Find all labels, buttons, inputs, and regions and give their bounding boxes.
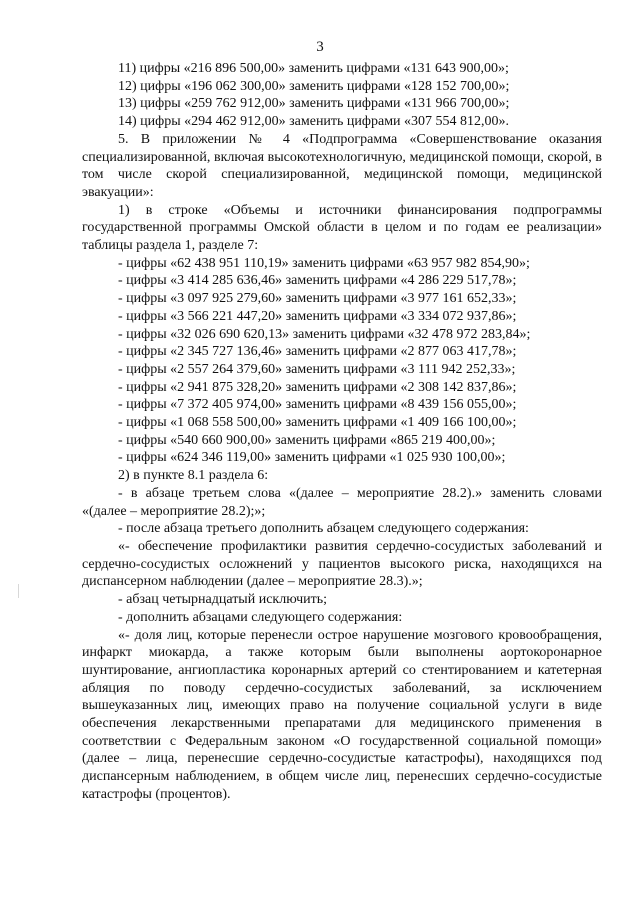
insert-after-paragraph-three: - после абзаца третьего дополнить абзацем следующего содержания: xyxy=(118,521,529,537)
amendment-item-12: 12) цифры «196 062 300,00» заменить цифрами «128 152 700,00»; xyxy=(118,78,510,94)
amendment-item-14: 14) цифры «294 462 912,00» заменить цифрами «307 554 812,00». xyxy=(118,114,510,130)
paragraph-three-words-replacement: - в абзаце третьем слова «(далее – мероприятие 28.2).» заменить словами «(далее – мероприятие 28.2);»; xyxy=(82,485,602,519)
section-5-paragraph: 5. В приложении № 4 «Подпрограмма «Совершенствование оказания специализированной, включая высокотехнологичную, медицинской помощи, скорой, в том числе скорой специализированной, медицинской помощи, медицинской эвакуации»: xyxy=(82,131,602,200)
figures-line-12: - цифры «624 346 119,00» заменить цифрами «1 025 930 100,00»; xyxy=(118,450,506,466)
figures-line-9: - цифры «7 372 405 974,00» заменить цифрами «8 439 156 055,00»; xyxy=(118,397,517,413)
measure-28-3-text: «- обеспечение профилактики развития сердечно-сосудистых заболеваний и сердечно-сосудистых осложнений у пациентов высокого риска, находящихся на диспансерном наблюдении (далее – мероприятие 28.3).»; xyxy=(82,538,602,590)
document-body xyxy=(82,60,602,804)
figures-line-3: - цифры «3 097 925 279,60» заменить цифрами «3 977 161 652,33»; xyxy=(118,291,517,307)
figures-line-8: - цифры «2 941 875 328,20» заменить цифрами «2 308 142 837,86»; xyxy=(118,379,517,395)
amendment-item-13: 13) цифры «259 762 912,00» заменить цифрами «131 966 700,00»; xyxy=(118,96,510,112)
figures-line-6: - цифры «2 345 727 136,46» заменить цифрами «2 877 063 417,78»; xyxy=(118,344,517,360)
subsection-1-paragraph: 1) в строке «Объемы и источники финансирования подпрограммы государственной программы Омской области в целом и по годам ее реализации» таблицы раздела 1, разделе 7: xyxy=(82,202,602,254)
figures-line-4: - цифры «3 566 221 447,20» заменить цифрами «3 334 072 937,86»; xyxy=(118,308,517,324)
subsection-2-heading: 2) в пункте 8.1 раздела 6: xyxy=(118,468,269,484)
amendment-item-11: 11) цифры «216 896 500,00» заменить цифрами «131 643 900,00»; xyxy=(118,61,509,76)
margin-mark xyxy=(18,584,19,598)
figures-line-5: - цифры «32 026 690 620,13» заменить цифрами «32 478 972 283,84»; xyxy=(118,326,531,342)
figures-line-11: - цифры «540 660 900,00» заменить цифрами «865 219 400,00»; xyxy=(118,432,496,448)
figures-line-7: - цифры «2 557 264 379,60» заменить цифрами «3 111 942 252,33»; xyxy=(118,361,516,377)
figures-line-2: - цифры «3 414 285 636,46» заменить цифрами «4 286 229 517,78»; xyxy=(118,273,517,289)
figures-line-10: - цифры «1 068 558 500,00» заменить цифрами «1 409 166 100,00»; xyxy=(118,415,517,431)
figures-line-1: - цифры «62 438 951 110,19» заменить цифрами «63 957 982 854,90»; xyxy=(118,255,530,271)
page-number: 3 xyxy=(316,39,324,55)
share-of-persons-text: «- доля лиц, которые перенесли острое нарушение мозгового кровообращения, инфаркт миокарда, а также которым были выполнены аортокоронарное шунтирование, ангиопластика коронарных артерий со стентированием и катетерная абляция по поводу сердечно-сосудистых заболеваний, за исключением вышеуказанных лиц, имеющих право на получение социальной услуги в виде обеспечения лекарственными препаратами для медицинского применения в соответствии с Федеральным законом «О государственной социальной помощи» (далее – лица, перенесшие сердечно-сосудистые катастрофы), находящихся под диспансерным наблюдением, в общем числе лиц, перенесших сердечно-сосудистые катастрофы (процентов). xyxy=(82,627,602,802)
add-paragraphs-heading: - дополнить абзацами следующего содержания: xyxy=(118,609,403,625)
delete-paragraph-fourteen: - абзац четырнадцатый исключить; xyxy=(118,592,328,608)
